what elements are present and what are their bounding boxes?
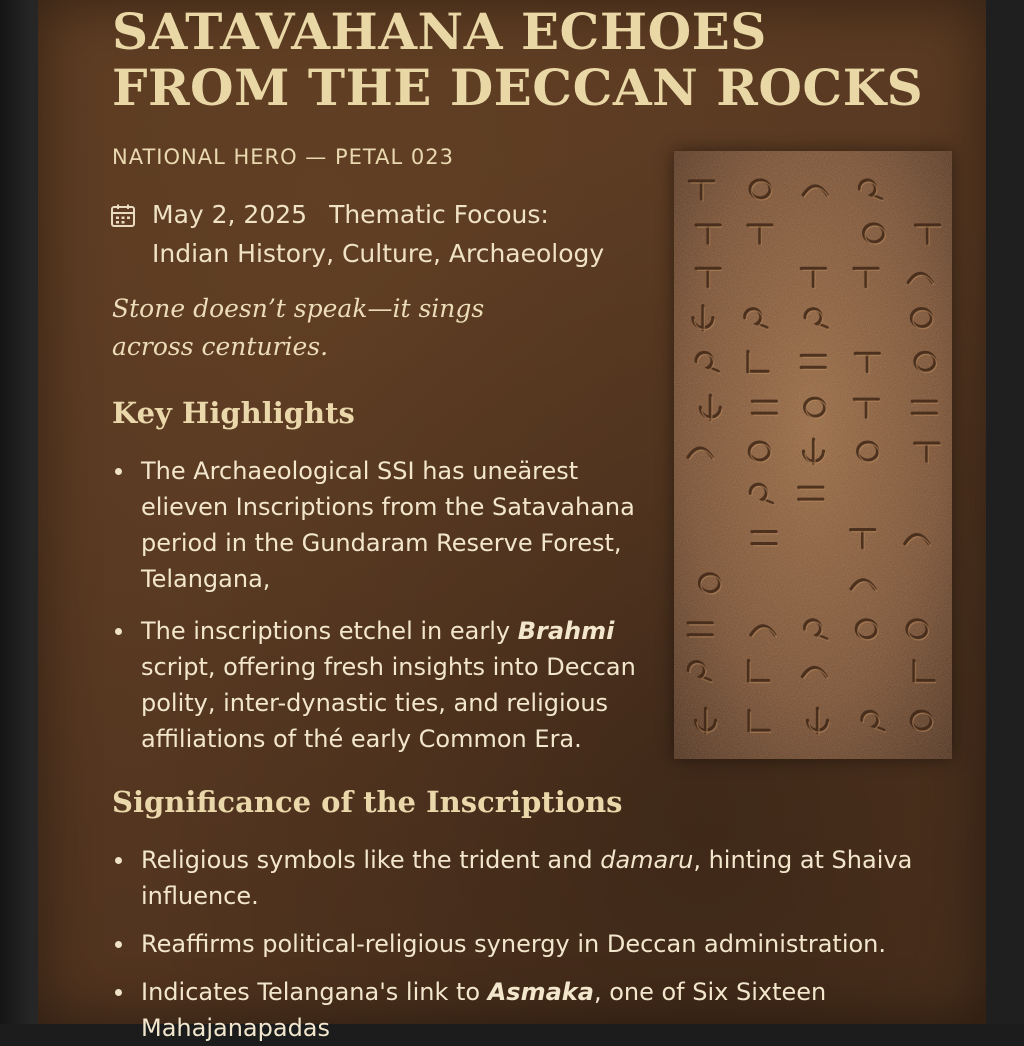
highlight-text: The Archaeological SSI has uneärest elieven Inscriptions from the Satavahana period in the Gundaram Reserve Forest, Telangana, bbox=[141, 457, 635, 593]
significance-text-before: Religious symbols like the trident and bbox=[141, 846, 601, 874]
bullet-icon bbox=[115, 628, 122, 635]
publish-date: May 2, 2025 bbox=[152, 200, 308, 229]
series-subtitle: NATIONAL HERO — PETAL 023 bbox=[112, 145, 454, 169]
quote-line-2: across centuries. bbox=[112, 332, 329, 361]
list-item bbox=[112, 613, 672, 757]
list-item bbox=[112, 453, 672, 597]
pull-quote bbox=[112, 290, 532, 366]
highlight-text-after: script, offering fresh insights into Deccan polity, inter-dynastic ties, and religious affiliations of thé early Common Era. bbox=[141, 653, 636, 753]
title-line-1: SATAVAHANA ECHOES bbox=[112, 2, 767, 61]
stone-inscription-photo bbox=[674, 151, 952, 759]
key-highlights-heading: Key Highlights bbox=[112, 396, 355, 430]
thematic-focus-label: Thematic Focous: bbox=[329, 200, 549, 229]
highlight-text-before: The inscriptions etchel in early bbox=[141, 617, 518, 645]
list-item bbox=[112, 974, 932, 1046]
bullet-icon bbox=[115, 989, 122, 996]
significance-text: Reaffirms political-religious synergy in Deccan administration. bbox=[141, 930, 887, 958]
bullet-icon bbox=[115, 941, 122, 948]
page-title bbox=[112, 4, 932, 116]
title-line-2: FROM THE DECCAN ROCKS bbox=[112, 58, 924, 117]
significance-emphasis: Asmaka bbox=[487, 978, 594, 1006]
list-item bbox=[112, 842, 932, 914]
poster-page bbox=[38, 0, 986, 1042]
highlight-emphasis: Brahmi bbox=[517, 617, 615, 645]
bullet-icon bbox=[115, 468, 122, 475]
bullet-icon bbox=[115, 857, 122, 864]
list-item bbox=[112, 926, 932, 962]
significance-list bbox=[112, 842, 932, 1046]
thematic-focus-value: Indian History, Culture, Archaeology bbox=[152, 239, 605, 268]
quote-line-1: Stone doesn’t speak—it sings bbox=[112, 294, 485, 323]
significance-emphasis: damaru bbox=[600, 846, 694, 874]
inscription-image bbox=[674, 151, 952, 759]
calendar-icon bbox=[110, 203, 136, 229]
significance-text-after: , hinting at Shaiva influence. bbox=[141, 846, 913, 910]
key-highlights-list bbox=[112, 453, 672, 757]
significance-text-after: , one of Six Sixteen Mahajanapadas bbox=[141, 978, 827, 1042]
significance-heading: Significance of the Inscriptions bbox=[112, 785, 623, 819]
significance-text-before: Indicates Telangana's link to bbox=[141, 978, 488, 1006]
